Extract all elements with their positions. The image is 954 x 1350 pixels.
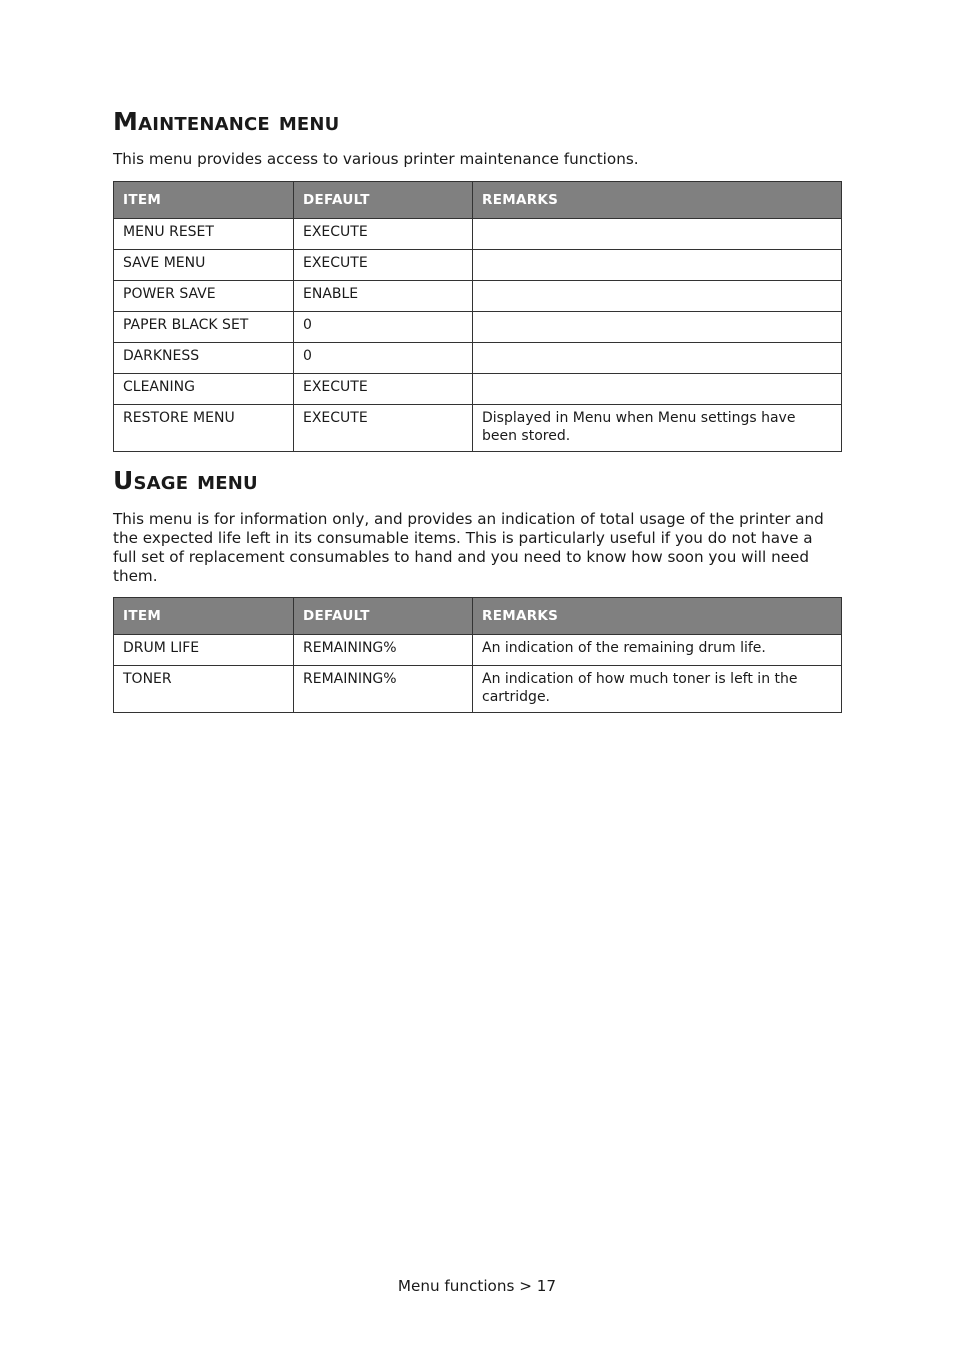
cell-remarks (473, 343, 842, 374)
cell-remarks (473, 374, 842, 405)
cell-default: 0 (294, 343, 473, 374)
cell-remarks (473, 219, 842, 250)
cell-item: POWER SAVE (114, 281, 294, 312)
column-header-remarks: REMARKS (473, 598, 842, 635)
table-row (114, 219, 842, 250)
cell-item: TONER (114, 666, 294, 713)
cell-remarks (473, 281, 842, 312)
cell-remarks (473, 312, 842, 343)
table-header-row (114, 598, 842, 635)
cell-remarks: An indication of how much toner is left in the cartridge. (473, 666, 842, 713)
cell-item: DRUM LIFE (114, 635, 294, 666)
page-footer: Menu functions > 17 (397, 1277, 557, 1295)
table-row (114, 312, 842, 343)
cell-default: EXECUTE (294, 405, 473, 452)
cell-default: REMAINING% (294, 666, 473, 713)
cell-remarks: Displayed in Menu when Menu settings have been stored. (473, 405, 842, 452)
cell-default: ENABLE (294, 281, 473, 312)
cell-item: SAVE MENU (114, 250, 294, 281)
column-header-item: ITEM (114, 598, 294, 635)
table-row (114, 374, 842, 405)
column-header-default: DEFAULT (294, 598, 473, 635)
table-row (114, 635, 842, 666)
table-row (114, 405, 842, 452)
usage-menu-heading: Usage menu (113, 466, 258, 495)
usage-menu-table (113, 597, 842, 713)
maintenance-menu-intro: This menu provides access to various printer maintenance functions. (113, 150, 639, 168)
table-row (114, 343, 842, 374)
column-header-default: DEFAULT (294, 182, 473, 219)
usage-menu-intro: This menu is for information only, and provides an indication of total usage of the printer and the expected life left in its consumable items. This is particularly useful if you do not have a full set of replacement consumables to hand and you need to know how soon you will need them. (113, 510, 824, 585)
table-header-row (114, 182, 842, 219)
table-row (114, 250, 842, 281)
cell-default: EXECUTE (294, 250, 473, 281)
table-row (114, 281, 842, 312)
maintenance-menu-heading: Maintenance menu (113, 107, 340, 136)
cell-item: DARKNESS (114, 343, 294, 374)
column-header-remarks: REMARKS (473, 182, 842, 219)
cell-default: REMAINING% (294, 635, 473, 666)
column-header-item: ITEM (114, 182, 294, 219)
cell-item: MENU RESET (114, 219, 294, 250)
cell-item: RESTORE MENU (114, 405, 294, 452)
cell-default: EXECUTE (294, 219, 473, 250)
cell-remarks (473, 250, 842, 281)
cell-item: PAPER BLACK SET (114, 312, 294, 343)
table-row (114, 666, 842, 713)
cell-remarks: An indication of the remaining drum life. (473, 635, 842, 666)
maintenance-menu-table (113, 181, 842, 452)
cell-default: 0 (294, 312, 473, 343)
cell-item: CLEANING (114, 374, 294, 405)
cell-default: EXECUTE (294, 374, 473, 405)
